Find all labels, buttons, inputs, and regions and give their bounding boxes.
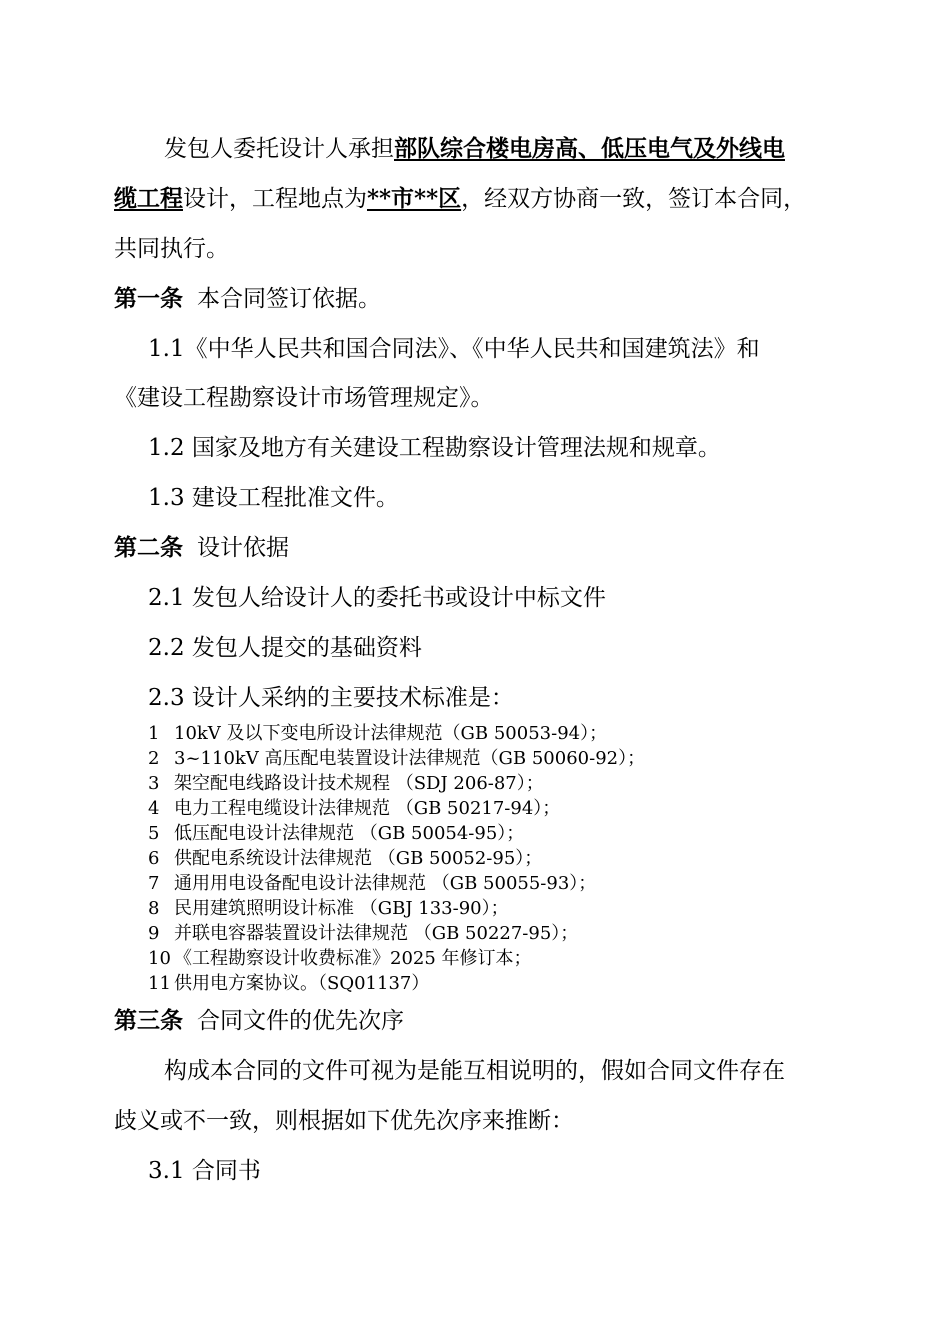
- article-2-item-2: 2.2 发包人提交的基础资料: [148, 635, 422, 661]
- article-2-title: 设计依据: [197, 535, 289, 561]
- list-item: 4 电力工程电缆设计法律规范 （GB 50217-94）；: [148, 798, 561, 819]
- article-1-label: 第一条: [114, 285, 183, 312]
- list-item: 7 通用用电设备配电设计法律规范 （GB 50055-93）；: [148, 873, 597, 894]
- list-item: 6 供配电系统设计法律规范 （GB 50052-95）；: [148, 848, 543, 869]
- article-3-heading: [114, 1006, 404, 1036]
- article-1-title: 本合同签订依据。: [197, 286, 381, 312]
- intro-text: ，经双方协商一致，签订本合同，: [461, 186, 807, 212]
- intro-line-2: [114, 184, 806, 214]
- article-1-item-2: 1.2 国家及地方有关建设工程勘察设计管理法规和规章。: [148, 435, 721, 461]
- article-1-item-3: 1.3 建设工程批准文件。: [148, 485, 399, 511]
- article-3-para-line-2: 歧义或不一致，则根据如下优先次序来推断：: [114, 1108, 574, 1134]
- article-1-item-1-line-2: 《建设工程勘察设计市场管理规定》。: [114, 385, 494, 411]
- article-3-label: 第三条: [114, 1007, 183, 1034]
- list-item: 10 《工程勘察设计收费标准》2025 年修订本；: [148, 948, 532, 969]
- intro-line-3: 共同执行。: [114, 236, 229, 262]
- project-name-part2: 缆工程: [114, 185, 183, 212]
- list-item: 8 民用建筑照明设计标准 （GBJ 133-90）；: [148, 898, 509, 919]
- article-2-label: 第二条: [114, 534, 183, 561]
- intro-text: 发包人委托设计人承担: [164, 136, 394, 162]
- article-3-title: 合同文件的优先次序: [197, 1008, 404, 1034]
- article-1-heading: [114, 284, 381, 314]
- list-item: 11 供用电方案协议。（SQ01137）: [148, 973, 430, 994]
- list-item: 2 3~110kV 高压配电装置设计法律规范（GB 50060-92）；: [148, 748, 646, 769]
- article-3-para-line-1: 构成本合同的文件可视为是能互相说明的，假如合同文件存在: [164, 1058, 785, 1084]
- list-item: 5 低压配电设计法律规范 （GB 50054-95）；: [148, 823, 525, 844]
- article-2-item-3: 2.3 设计人采纳的主要技术标准是：: [148, 685, 514, 711]
- intro-line-1: [164, 134, 785, 164]
- article-3-item-1: 3.1 合同书: [148, 1158, 261, 1184]
- list-item: 9 并联电容器装置设计法律规范 （GB 50227-95）；: [148, 923, 579, 944]
- list-item: 3 架空配电线路设计技术规程 （SDJ 206-87）；: [148, 773, 544, 794]
- project-location: **市**区: [367, 185, 462, 212]
- list-item: 1 10kV 及以下变电所设计法律规范（GB 50053-94）；: [148, 723, 608, 744]
- project-name-part1: 部队综合楼电房高、低压电气及外线电: [394, 135, 785, 162]
- article-2-heading: [114, 533, 289, 563]
- intro-text: 设计，工程地点为: [183, 186, 367, 212]
- article-2-item-1: 2.1 发包人给设计人的委托书或设计中标文件: [148, 585, 606, 611]
- article-1-item-1-line-1: 1.1《中华人民共和国合同法》、《中华人民共和国建筑法》和: [148, 336, 760, 362]
